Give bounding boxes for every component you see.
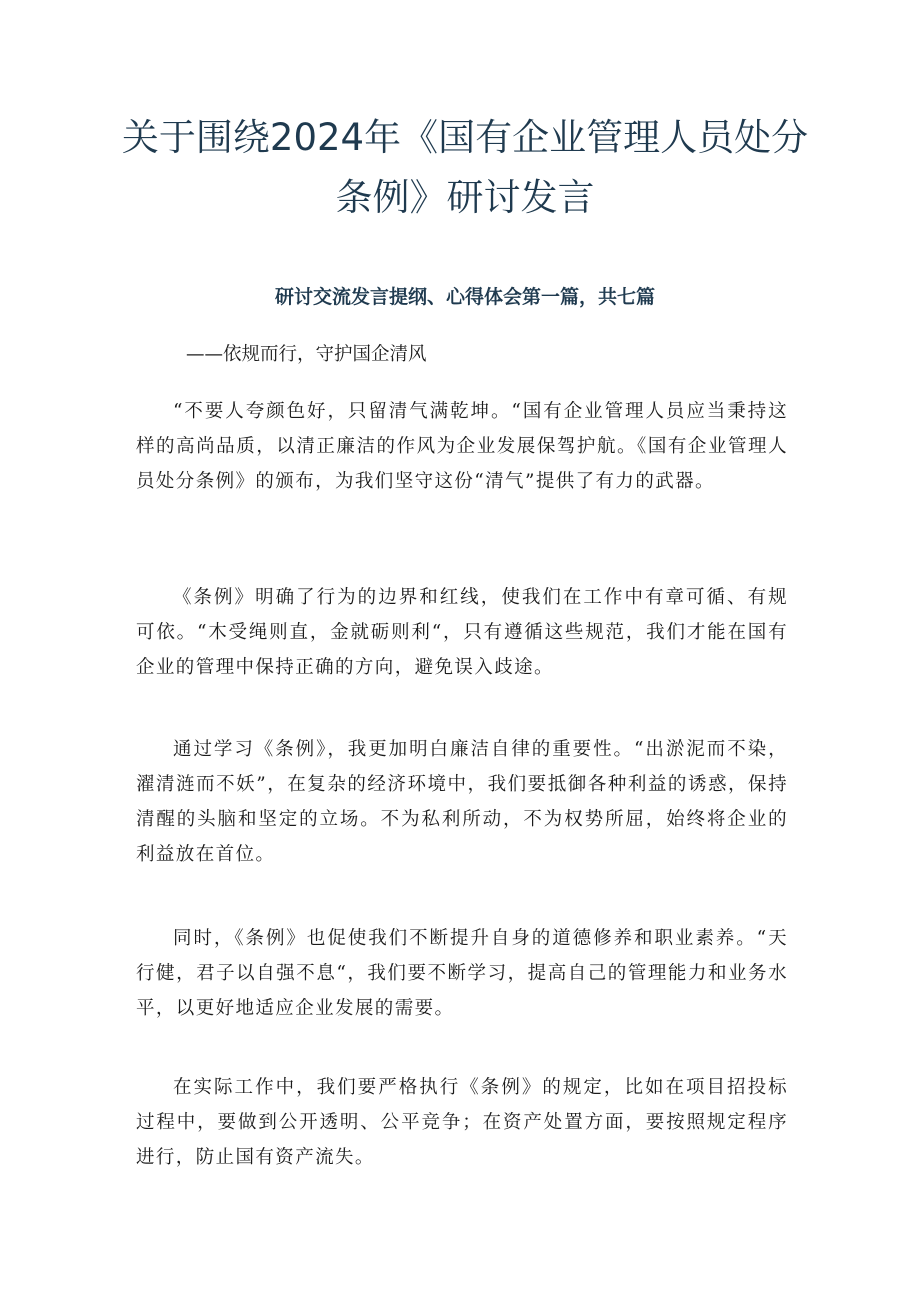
body-paragraph-3: 通过学习《条例》，我更加明白廉洁自律的重要性。“出淤泥而不染，濯清涟而不妖”，在复杂的经济环境中，我们要抵御各种利益的诱惑，保持清醒的头脑和坚定的立场。不为私利所动，不为权势所屈，始终将企业的利益放在首位。 — [136, 739, 788, 865]
body-paragraph-2: 《条例》明确了行为的边界和红线，使我们在工作中有章可循、有规可依。“木受绳则直，金就砺则利“，只有遵循这些规范，我们才能在国有企业的管理中保持正确的方向，避免误入歧途。 — [136, 587, 788, 678]
body-paragraph-1: “不要人夸颜色好，只留清气满乾坤。“国有企业管理人员应当秉持这样的高尚品质，以清正廉洁的作风为企业发展保驾护航。《国有企业管理人员处分条例》的颁布，为我们坚守这份“清气”提供了有力的武器。 — [136, 401, 788, 492]
document-title: 关于围绕2024年《国有企业管理人员处分条例》研讨发言 — [121, 116, 809, 219]
body-paragraph-4: 同时，《条例》也促使我们不断提升自身的道德修养和职业素养。“天行健，君子以自强不息“，我们要不断学习，提高自己的管理能力和业务水平，以更好地适应企业发展的需要。 — [136, 928, 788, 1019]
body-paragraph-5: 在实际工作中，我们要严格执行《条例》的规定，比如在项目招投标过程中，要做到公开透明、公平竞争；在资产处置方面，要按照规定程序进行，防止国有资产流失。 — [136, 1077, 788, 1168]
document-motto: ——依规而行，守护国企清风 — [186, 344, 427, 365]
document-subtitle: 研讨交流发言提纲、心得体会第一篇，共七篇 — [274, 286, 655, 308]
